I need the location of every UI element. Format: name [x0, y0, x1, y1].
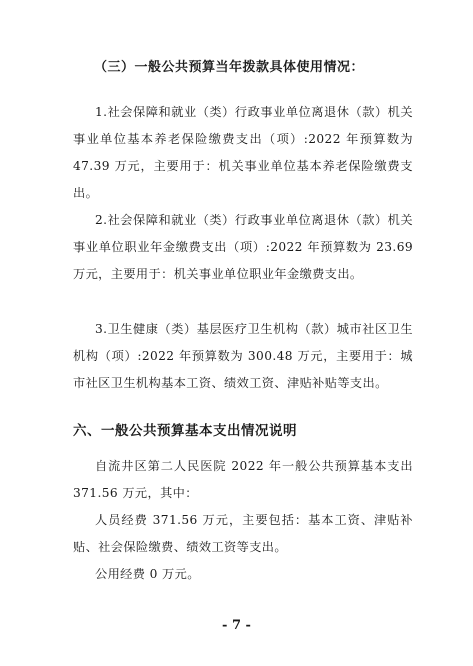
page-number: - 7 - — [222, 618, 251, 633]
section-six-paragraph-1: 自流井区第二人民医院 2022 年一般公共预算基本支出 371.56 万元，其中： — [73, 459, 413, 500]
section-six-paragraph-3: 公用经费 0 万元。 — [95, 567, 200, 581]
item-3-paragraph: 3.卫生健康（类）基层医疗卫生机构（款）城市社区卫生机构（项）:2022 年预算数为 300.48 万元，主要用于：城市社区卫生机构基本工资、绩效工资、津贴补贴等支出。 — [73, 322, 413, 390]
item-1-paragraph: 1.社会保障和就业（类）行政事业单位离退休（款）机关事业单位基本养老保险缴费支出（项）:2022 年预算数为 47.39 万元，主要用于：机关事业单位基本养老保险缴费支出。 — [73, 105, 413, 200]
section-six-heading: 六、一般公共预算基本支出情况说明 — [73, 423, 297, 439]
item-2-paragraph: 2.社会保障和就业（类）行政事业单位离退休（款）机关事业单位职业年金缴费支出（项）:2022 年预算数为 23.69 万元，主要用于：机关事业单位职业年金缴费支出。 — [73, 213, 413, 281]
section-six-paragraph-2: 人员经费 371.56 万元，主要包括：基本工资、津贴补贴、社会保险缴费、绩效工资等支出。 — [73, 513, 413, 554]
section-heading-3: （三）一般公共预算当年拨款具体使用情况： — [94, 60, 365, 75]
